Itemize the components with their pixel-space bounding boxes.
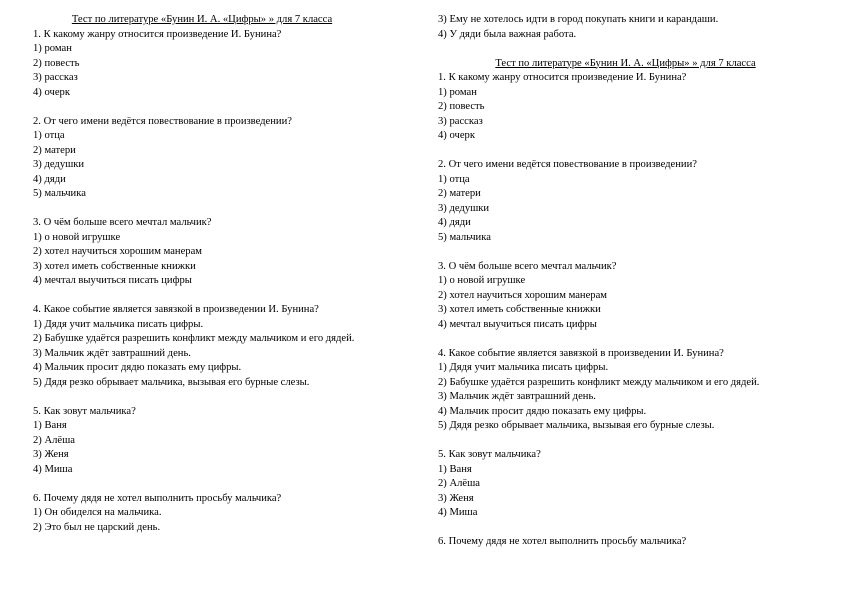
question-text: 2. От чего имени ведётся повествование в произведении?: [33, 115, 292, 127]
answer-option: 4) Миша: [438, 507, 478, 518]
answer-option: 1) Ваня: [438, 463, 472, 475]
question-text: 1. К какому жанру относится произведение И. Бунина?: [33, 28, 282, 40]
answer-option: 1) Ваня: [33, 420, 67, 431]
answer-option: 4) очерк: [33, 86, 70, 98]
answer-option: 5) мальчика: [438, 231, 491, 243]
spacer: [438, 144, 813, 159]
test-title: Тест по литературе «Бунин И. А. «Цифры» » для 7 класса: [71, 14, 333, 25]
answer-option: 2) повесть: [438, 101, 485, 112]
spacer: [33, 477, 408, 492]
answer-option: 3) рассказ: [438, 115, 483, 127]
question-4: [438, 347, 813, 434]
question-3: [33, 216, 408, 289]
question-1: [33, 28, 408, 101]
question-text: 4. Какое событие является завязкой в произведении И. Бунина?: [438, 347, 724, 359]
question-3: [438, 260, 813, 333]
question-6: [438, 535, 813, 550]
question-text: 5. Как зовут мальчика?: [33, 405, 136, 417]
spacer: [33, 202, 408, 217]
answer-option: 1) Дядя учит мальчика писать цифры.: [33, 318, 204, 330]
question-text: 3. О чём больше всего мечтал мальчик?: [438, 260, 617, 272]
answer-option: 1) отца: [438, 173, 470, 185]
question-text: 1. К какому жанру относится произведение И. Бунина?: [438, 72, 687, 83]
answer-option: 4) Мальчик просит дядю показать ему цифры.: [438, 405, 647, 417]
answer-option: 3) Мальчик ждёт завтрашний день.: [438, 391, 596, 402]
answer-option: 3) Ему не хотелось идти в город покупать книги и карандаши.: [438, 14, 719, 25]
answer-option: 1) о новой игрушке: [438, 275, 526, 286]
answer-option: 2) Алёша: [33, 434, 75, 446]
answer-option: 1) о новой игрушке: [33, 231, 121, 243]
answer-option: 2) повесть: [33, 57, 80, 69]
answer-option: 3) хотел иметь собственные книжки: [33, 260, 196, 272]
answer-option: 3) хотел иметь собственные книжки: [438, 304, 601, 315]
answer-option: 2) хотел научиться хорошим манерам: [33, 246, 202, 257]
answer-option: 5) мальчика: [33, 188, 86, 199]
answer-option: 2) Бабушке удаётся разрешить конфликт между мальчиком и его дядей.: [438, 376, 760, 388]
answer-option: 4) очерк: [438, 130, 475, 141]
spacer: [438, 245, 813, 260]
question-text: 2. От чего имени ведётся повествование в произведении?: [438, 159, 697, 170]
question-text: 4. Какое событие является завязкой в произведении И. Бунина?: [33, 304, 319, 315]
answer-option: 2) матери: [438, 188, 481, 199]
answer-option: 4) Мальчик просит дядю показать ему цифры.: [33, 362, 242, 373]
question-text: 3. О чём больше всего мечтал мальчик?: [33, 217, 212, 228]
spacer: [438, 434, 813, 449]
answer-option: 3) Мальчик ждёт завтрашний день.: [33, 347, 191, 359]
answer-option: 5) Дядя резко обрывает мальчика, вызывая его бурные слезы.: [438, 420, 715, 431]
answer-option: 1) роман: [33, 43, 72, 54]
question-text: 6. Почему дядя не хотел выполнить просьбу мальчика?: [438, 536, 687, 547]
spacer: [33, 289, 408, 304]
spacer: [438, 332, 813, 347]
question-5: [438, 448, 813, 521]
answer-option: 2) матери: [33, 144, 76, 156]
answer-option: 4) мечтал выучиться писать цифры: [33, 275, 192, 286]
answer-option: 1) Он обиделся на мальчика.: [33, 507, 162, 518]
question-5: [33, 405, 408, 478]
question-6-continuation: [438, 13, 813, 42]
question-text: 6. Почему дядя не хотел выполнить просьбу мальчика?: [33, 492, 282, 504]
question-2: [438, 158, 813, 245]
answer-option: 1) роман: [438, 86, 477, 98]
answer-option: 3) дедушки: [33, 159, 85, 170]
answer-option: 4) У дяди была важная работа.: [438, 28, 577, 40]
answer-option: 3) рассказ: [33, 72, 78, 83]
question-4: [33, 303, 408, 390]
answer-option: 2) Это был не царский день.: [33, 521, 161, 533]
question-2: [33, 115, 408, 202]
spacer: [33, 100, 408, 115]
answer-option: 2) хотел научиться хорошим манерам: [438, 289, 607, 301]
spacer: [33, 390, 408, 405]
question-text: 5. Как зовут мальчика?: [438, 449, 541, 460]
answer-option: 2) Алёша: [438, 478, 480, 489]
question-6: [33, 492, 408, 536]
question-1: [438, 71, 813, 144]
answer-option: 3) Женя: [33, 449, 69, 460]
answer-option: 2) Бабушке удаётся разрешить конфликт между мальчиком и его дядей.: [33, 333, 355, 344]
answer-option: 4) дяди: [33, 173, 66, 185]
answer-option: 4) мечтал выучиться писать цифры: [438, 318, 597, 330]
answer-option: 1) отца: [33, 130, 65, 141]
spacer: [438, 521, 813, 536]
test-title: Тест по литературе «Бунин И. А. «Цифры» » для 7 класса: [495, 57, 756, 69]
answer-option: 1) Дядя учит мальчика писать цифры.: [438, 362, 609, 373]
answer-option: 5) Дядя резко обрывает мальчика, вызывая его бурные слезы.: [33, 376, 310, 388]
spacer: [438, 42, 813, 57]
left-column: [33, 13, 408, 535]
answer-option: 4) Миша: [33, 463, 73, 475]
right-column: [438, 13, 813, 550]
answer-option: 3) Женя: [438, 492, 474, 504]
answer-option: 3) дедушки: [438, 202, 490, 214]
answer-option: 4) дяди: [438, 217, 471, 228]
